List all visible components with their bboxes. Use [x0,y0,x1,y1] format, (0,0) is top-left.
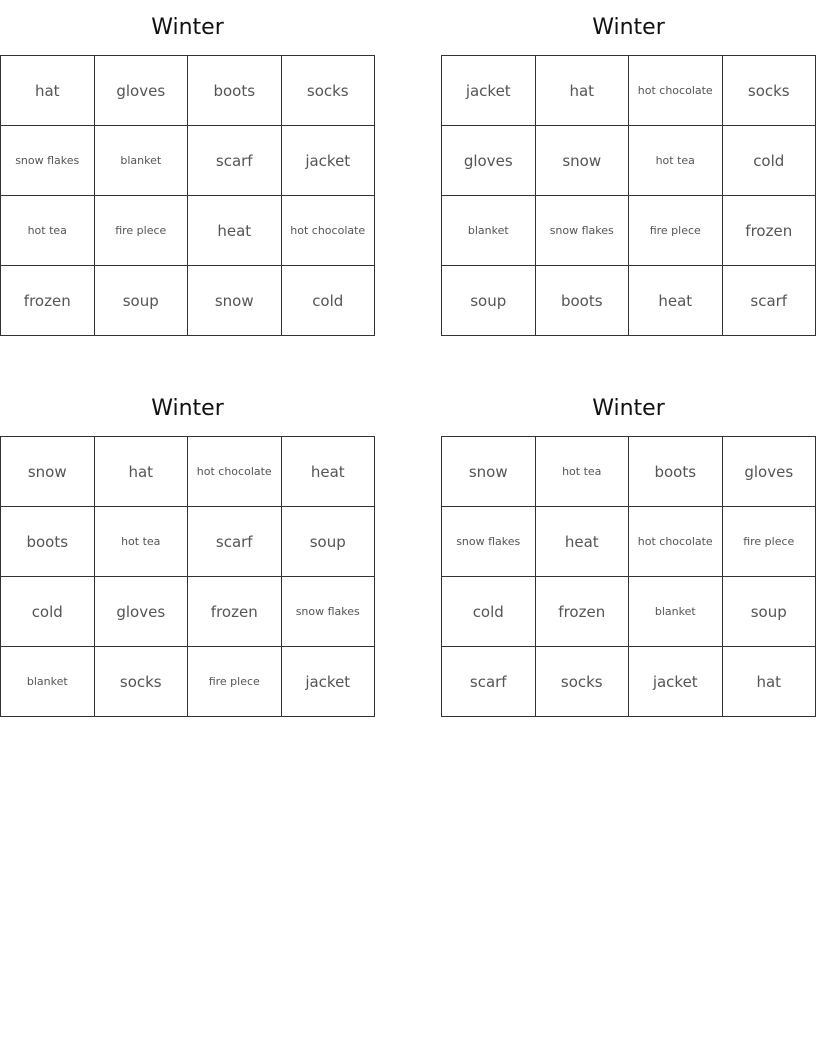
bingo-cell: gloves [94,577,188,647]
bingo-grid [0,55,375,336]
bingo-cell: jacket [629,647,723,717]
bingo-cell: scarf [722,266,816,336]
bingo-cell: blanket [629,577,723,647]
bingo-cell: fire plece [722,507,816,577]
bingo-grid [0,436,375,717]
bingo-cell: snow [535,126,629,196]
bingo-cell: socks [94,647,188,717]
bingo-cell: cold [281,266,375,336]
card-title: Winter [592,15,665,40]
bingo-cell: boots [1,507,95,577]
bingo-cell: heat [629,266,723,336]
bingo-cell: socks [722,56,816,126]
bingo-cell: heat [535,507,629,577]
bingo-cell: hot tea [94,507,188,577]
bingo-cell: boots [535,266,629,336]
bingo-cell: boots [629,437,723,507]
bingo-cell: jacket [281,647,375,717]
bingo-cell: frozen [1,266,95,336]
bingo-cell: snow flakes [1,126,95,196]
bingo-cell: hot chocolate [629,507,723,577]
bingo-cell: fire plece [629,196,723,266]
bingo-cell: gloves [442,126,536,196]
bingo-cell: blanket [1,647,95,717]
bingo-cell: snow [188,266,282,336]
bingo-cell: heat [188,196,282,266]
bingo-cell: frozen [188,577,282,647]
bingo-cell: socks [535,647,629,717]
bingo-cell: snow [442,437,536,507]
bingo-cell: hot chocolate [281,196,375,266]
bingo-cell: boots [188,56,282,126]
bingo-cell: hat [1,56,95,126]
bingo-cell: soup [281,507,375,577]
bingo-cell: hot tea [629,126,723,196]
bingo-cell: snow flakes [535,196,629,266]
bingo-cell: gloves [722,437,816,507]
bingo-grid [441,55,816,336]
card-title: Winter [592,396,665,421]
bingo-cell: blanket [94,126,188,196]
bingo-cell: frozen [535,577,629,647]
bingo-cell: hot tea [535,437,629,507]
bingo-cell: scarf [188,507,282,577]
bingo-cell: scarf [188,126,282,196]
bingo-cell: scarf [442,647,536,717]
bingo-cell: socks [281,56,375,126]
bingo-cell: snow [1,437,95,507]
bingo-cell: hot tea [1,196,95,266]
bingo-cell: hat [94,437,188,507]
bingo-cell: jacket [281,126,375,196]
bingo-grid [441,436,816,717]
bingo-cell: hot chocolate [188,437,282,507]
bingo-cell: soup [94,266,188,336]
card-title: Winter [151,15,224,40]
bingo-cell: cold [722,126,816,196]
bingo-cell: snow flakes [281,577,375,647]
bingo-cell: fire plece [94,196,188,266]
bingo-cell: hot chocolate [629,56,723,126]
bingo-cell: gloves [94,56,188,126]
bingo-cell: frozen [722,196,816,266]
bingo-cell: cold [1,577,95,647]
bingo-cell: soup [442,266,536,336]
card-title: Winter [151,396,224,421]
bingo-cell: fire plece [188,647,282,717]
bingo-cell: snow flakes [442,507,536,577]
bingo-cell: hat [722,647,816,717]
bingo-cell: heat [281,437,375,507]
bingo-cell: soup [722,577,816,647]
bingo-cell: jacket [442,56,536,126]
bingo-cell: cold [442,577,536,647]
bingo-cell: hat [535,56,629,126]
bingo-cell: blanket [442,196,536,266]
